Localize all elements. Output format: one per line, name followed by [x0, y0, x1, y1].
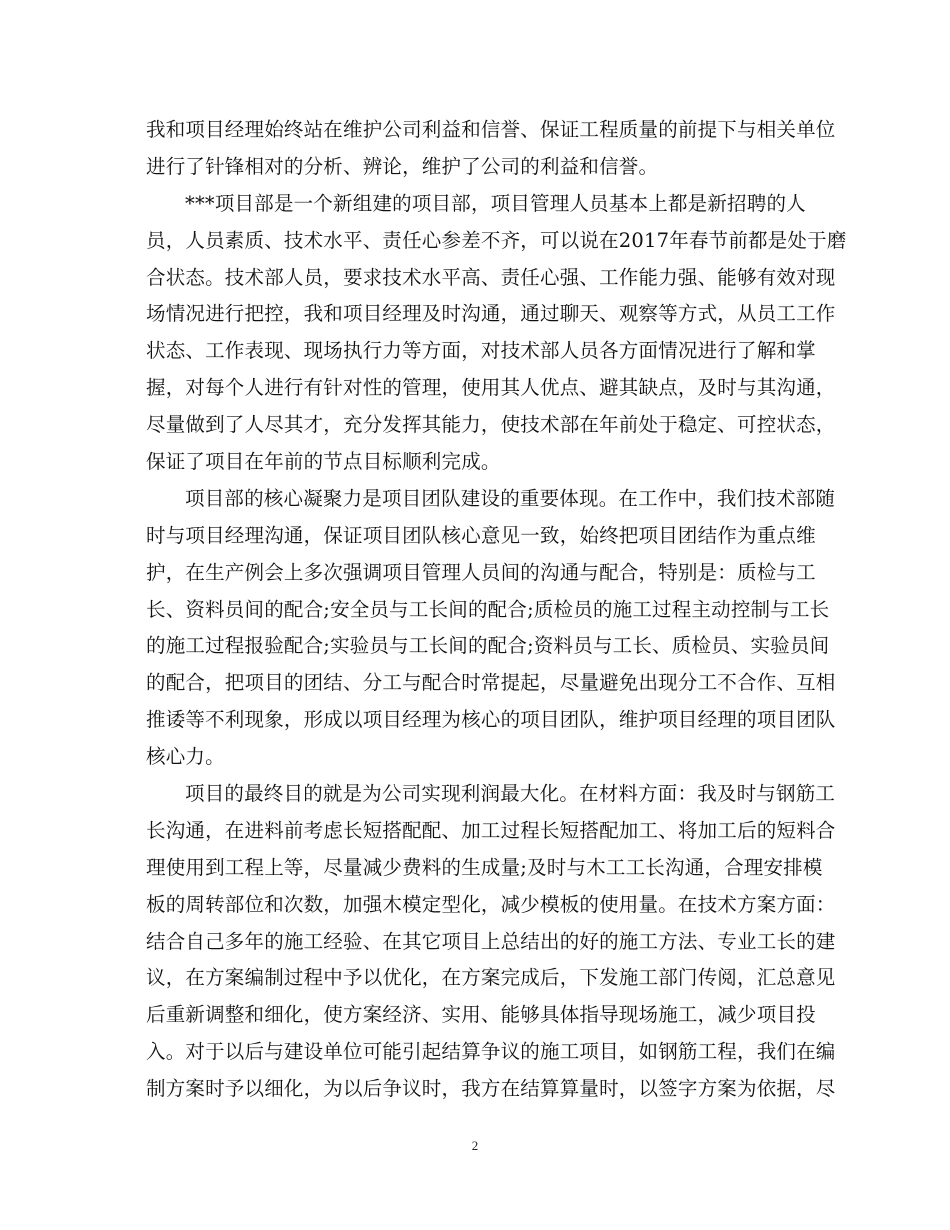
page-number: 2	[471, 1138, 479, 1153]
text-line: 的配合，把项目的团结、分工与配合时常提起，尽量避免出现分工不合作、互相	[146, 671, 836, 695]
text-line: 握，对每个人进行有针对性的管理，使用其人优点、避其缺点，及时与其沟通，	[146, 376, 836, 400]
paragraph-first-line: 项目部的核心凝聚力是项目团队建设的重要体现。在工作中，我们技术部随	[185, 486, 836, 510]
text-line: 长、资料员间的配合;安全员与工长间的配合;质检员的施工过程主动控制与工长	[146, 597, 830, 621]
text-line: 板的周转部位和次数，加强木模定型化，减少模板的使用量。在技术方案方面：	[146, 892, 836, 916]
text-line: 制方案时予以细化，为以后争议时，我方在结算算量时，以签字方案为依据，尽	[146, 1077, 836, 1101]
text-line: 理使用到工程上等，尽量减少费料的生成量;及时与木工工长沟通，合理安排模	[146, 855, 823, 879]
text-line: 尽量做到了人尽其才，充分发挥其能力，使技术部在年前处于稳定、可控状态，	[146, 413, 836, 437]
text-line: 结合自己多年的施工经验、在其它项目上总结出的好的施工方法、专业工长的建	[146, 929, 836, 953]
text-line: 议，在方案编制过程中予以优化，在方案完成后，下发施工部门传阅，汇总意见	[146, 966, 836, 990]
text-line: 护，在生产例会上多次强调项目管理人员间的沟通与配合，特别是：质检与工	[146, 560, 816, 584]
text-line: 进行了针锋相对的分析、辨论，维护了公司的利益和信誉。	[146, 154, 659, 178]
text-line: 核心力。	[146, 745, 225, 769]
text-line: 合状态。技术部人员，要求技术水平高、责任心强、工作能力强、能够有效对现	[146, 265, 836, 289]
paragraph-first-line: 项目的最终目的就是为公司实现利润最大化。在材料方面：我及时与钢筋工	[185, 782, 836, 806]
paragraph-first-line: ***项目部是一个新组建的项目部，项目管理人员基本上都是新招聘的人	[185, 191, 806, 215]
text-line: 推诿等不利现象，形成以项目经理为核心的项目团队，维护项目经理的项目团队	[146, 708, 836, 732]
text-line: 入。对于以后与建设单位可能引起结算争议的施工项目，如钢筋工程，我们在编	[146, 1040, 836, 1064]
text-line: 员，人员素质、技术水平、责任心参差不齐，可以说在2017年春节前都是处于磨	[146, 228, 847, 252]
text-line: 的施工过程报验配合;实验员与工长间的配合;资料员与工长、质检员、实验员间	[146, 634, 830, 658]
body-text	[146, 112, 847, 1108]
text-line: 保证了项目在年前的节点目标顺利完成。	[146, 450, 501, 474]
text-line: 后重新调整和细化，使方案经济、实用、能够具体指导现场施工，减少项目投	[146, 1003, 816, 1027]
text-line: 长沟通，在进料前考虑长短搭配配、加工过程长短搭配加工、将加工后的短料合	[146, 818, 836, 842]
text-line: 我和项目经理始终站在维护公司利益和信誉、保证工程质量的前提下与相关单位	[146, 118, 836, 141]
text-line: 场情况进行把控，我和项目经理及时沟通，通过聊天、观察等方式，从员工工作	[146, 302, 836, 326]
text-line: 时与项目经理沟通，保证项目团队核心意见一致，始终把项目团结作为重点维	[146, 523, 816, 547]
text-line: 状态、工作表现、现场执行力等方面，对技术部人员各方面情况进行了解和掌	[146, 339, 816, 363]
